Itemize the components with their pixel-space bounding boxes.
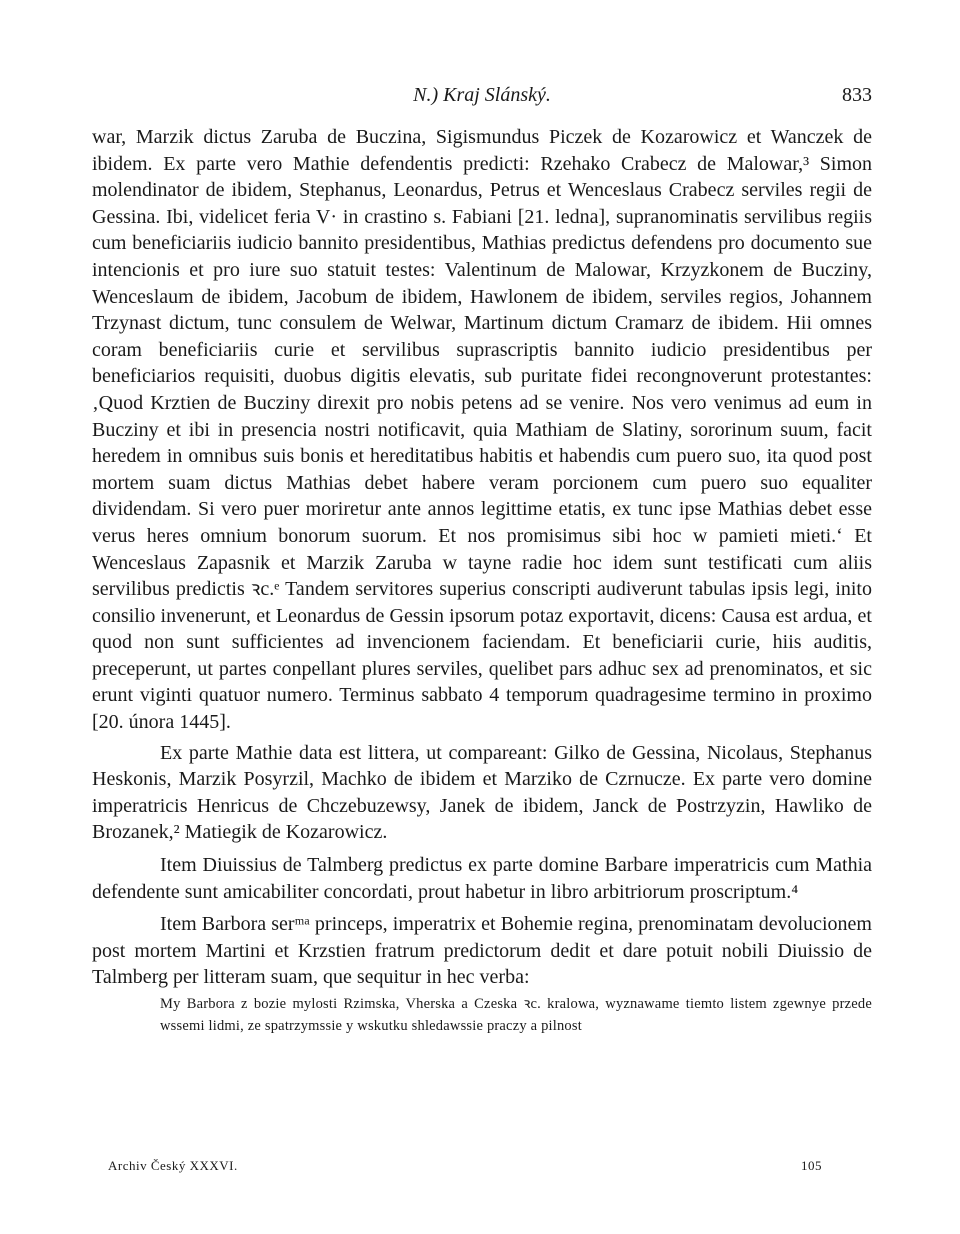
charter-quotation: My Barbora z bozie mylosti Rzimska, Vherska a Czeska ꝛc. kralowa, wyznawame tiemto listem zgewnye przede wssemi lidmi, ze spatrzymssie y wskutku shledawssie praczy a pilnost (160, 996, 872, 1034)
signature-mark: Archiv Český XXXVI. (108, 1158, 238, 1173)
running-title: N.) Kraj Slánský. (413, 84, 551, 106)
signature-number: 105 (801, 1158, 822, 1173)
page-footer (108, 1158, 822, 1178)
paragraph-continued: war, Marzik dictus Zaruba de Buczina, Sigismundus Piczek de Kozarowicz et Wanczek de ibidem. Ex parte vero Mathie defendentis predicti: Rzehako Crabecz de Malowar,³ Simon molendinator de ibidem, Stephanus, Leonardus, Petrus et Wenceslaus Crabecz serviles regii de Gessina. Ibi, videlicet feria V· in crastino s. Fabiani [21. ledna], supranominatis servilibus regiis cum beneficiariis iudicio bannito presidentibus, Mathias predictus defendens pro documento sue intencionis et pro iure suo statuit testes: Valentinum de Malowar, Krzyzkonem de Bucziny, Wenceslaum de ibidem, Jacobum de ibidem, Hawlonem de ibidem, serviles regios, Johannem Trzynast dictum, tunc consulem de Welwar, Martinum dictum Cramarz de ibidem. Hii omnes coram beneficiariis curie et servilibus suprascriptis bannito iudicio presidentibus per beneficiarios requisiti, duobus digitis elevatis, sub puritate fidei recongnoverunt protestantes: ‚Quod Krztien de Bucziny direxit pro nobis petens ad se venire. Nos vero venimus ad eum in Bucziny et ibi in presencia nostri notificavit, quia Mathiam de Slatiny, sororinum suum, facit heredem in omnibus suis bonis et hereditatibus habitis et habendis cum puero suo, ita quod post mortem suam dictus Mathias debet habere veram porcionem cum puero suo equaliter dividendam. Si vero puer moriretur ante annos legittime etatis, ex tunc ipse Mathias debet esse verus heres omnium bonorum suorum. Et nos promisimus sibi hoc w pamieti mieti.ʻ Et Wenceslaus Zapasnik et Marzik Zaruba w tayne radie hoc idem sunt testificati cum aliis servilibus predictis ꝛc.ᵉ Tandem servitores superius conscripti audiverunt tabulas ipsis legi, inito consilio invenerunt, et Leonardus de Gessin ipsorum potaz exportavit, dicens: Causa est ardua, et quod non sunt sufficientes ad invencionem faciendam. Et beneficiarii curie, hiis auditis, preceperunt, ut partes conpellant plures serviles, quelibet pars adhuc sex ad prenominatos, et sic erunt viginti quatuor numero. Terminus sabbato 4 temporum quadragesime termino in proximo [20. února 1445]. (92, 126, 872, 734)
body-text (92, 124, 872, 1037)
paragraph-witnesses: Ex parte Mathie data est littera, ut compareant: Gilko de Gessina, Nicolaus, Stephanus Heskonis, Marzik Posyrzil, Machko de ibidem et Marziko de Czrnucze. Ex parte vero domine imperatricis Henricus de Chczebuzewsy, Janek de ibidem, Janck de Postrzyzin, Hawliko de Brozanek,² Matiegik de Kozarowicz. (92, 741, 872, 844)
paragraph-concord: Item Diuissius de Talmberg predictus ex parte domine Barbare imperatricis cum Mathia defendente sunt amicabiliter concordati, prout habetur in libro arbitriorum proscriptum.⁴ (92, 854, 872, 903)
page-number: 833 (842, 84, 872, 106)
paragraph-grant: Item Barbora serᵐᵃ princeps, imperatrix et Bohemie regina, prenominatam devolucionem post mortem Martini et Krzstien fratrum predictorum dedit et dare potuit nobili Diuissio de Talmberg per litteram suam, que sequitur in hec verba: (92, 913, 872, 989)
running-head (92, 84, 872, 112)
